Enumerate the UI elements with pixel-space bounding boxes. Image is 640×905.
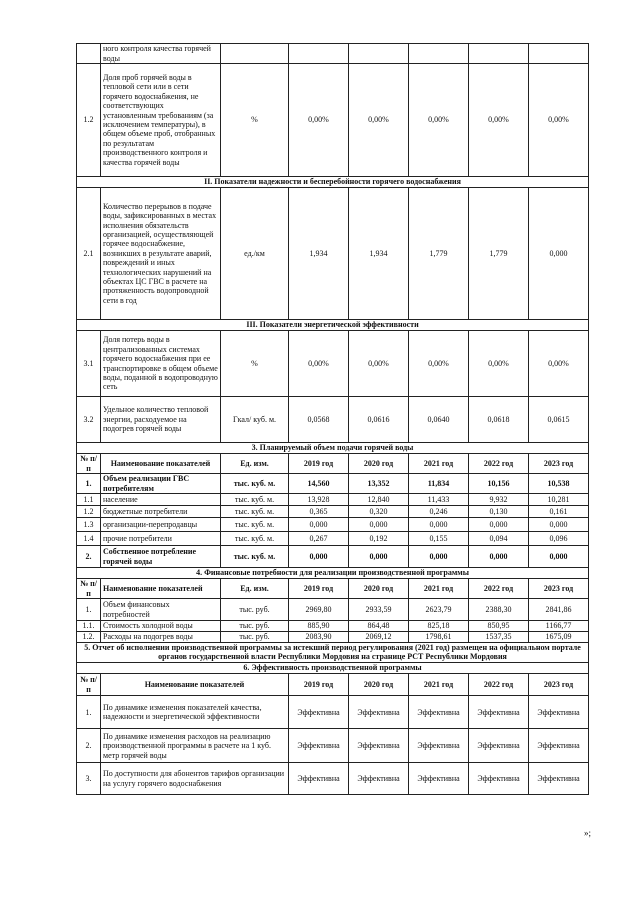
- col-header: № п/п: [77, 674, 101, 696]
- document-sheet: [76, 43, 588, 795]
- value-2023: 2841,86: [529, 599, 589, 621]
- value-2023: Эффективна: [529, 696, 589, 729]
- col-header: 2022 год: [469, 579, 529, 599]
- value-2023: 0,000: [529, 546, 589, 568]
- value-2023: 0,161: [529, 506, 589, 518]
- row-number: 3.1: [77, 331, 101, 397]
- value-2022: Эффективна: [469, 696, 529, 729]
- value-2021: 0,00%: [409, 331, 469, 397]
- value-2021: 2623,79: [409, 599, 469, 621]
- value-2019: Эффективна: [289, 729, 349, 763]
- row-number: 2.: [77, 546, 101, 568]
- table-row: [77, 494, 589, 506]
- value-2023: 0,000: [529, 188, 589, 320]
- col-header: 2019 год: [289, 674, 349, 696]
- table-row: [77, 763, 589, 795]
- col-header: Наименование показателей: [101, 674, 289, 696]
- row-number: 1.: [77, 474, 101, 494]
- table-row: [77, 632, 589, 643]
- col-header: 2021 год: [409, 579, 469, 599]
- indicator-name: Расходы на подогрев воды: [101, 632, 221, 643]
- indicator-name: прочие потребители: [101, 532, 221, 546]
- value-2022: 1537,35: [469, 632, 529, 643]
- unit-cell: Гкал/ куб. м.: [221, 397, 289, 443]
- unit-cell: %: [221, 331, 289, 397]
- section-5-report-note: 5. Отчет об исполнении производственной программы за истекший период регулирования (2021 год) размещен на официальном портале органов государственной власти Республики Мордовия на странице РСТ Республики Мордовия: [77, 643, 589, 663]
- row-number: 1.1.: [77, 621, 101, 632]
- value-2023: 10,538: [529, 474, 589, 494]
- value-2020: 1,934: [349, 188, 409, 320]
- section-2-title: II. Показатели надежности и бесперебойности горячего водоснабжения: [77, 177, 589, 188]
- value-2021: 11,433: [409, 494, 469, 506]
- value-2020: Эффективна: [349, 696, 409, 729]
- value-2019: Эффективна: [289, 696, 349, 729]
- table-row: [77, 621, 589, 632]
- section-6-title: 6. Эффективность производственной программы: [77, 662, 589, 673]
- value-2023: Эффективна: [529, 763, 589, 795]
- value-2023: 1675,09: [529, 632, 589, 643]
- table-row: [77, 44, 589, 64]
- col-header: 2021 год: [409, 454, 469, 474]
- table-row: [77, 546, 589, 568]
- col-header: 2023 год: [529, 454, 589, 474]
- value-2023: 10,281: [529, 494, 589, 506]
- efficiency-table: [76, 674, 589, 796]
- value-2020: 0,192: [349, 532, 409, 546]
- row-number: 1.2.: [77, 632, 101, 643]
- header-row: [77, 579, 589, 599]
- indicator-name: Собственное потребление горячей воды: [101, 546, 221, 568]
- value-2019: 0,365: [289, 506, 349, 518]
- indicator-name: Объем финансовых потребностей: [101, 599, 221, 621]
- table-row: [77, 599, 589, 621]
- row-number: 1.: [77, 599, 101, 621]
- section-heading: [77, 568, 589, 579]
- indicator-name: организации-перепродавцы: [101, 518, 221, 532]
- value-2023: 0,096: [529, 532, 589, 546]
- col-header: 2020 год: [349, 579, 409, 599]
- value-2020: 2069,12: [349, 632, 409, 643]
- value-2021: 0,155: [409, 532, 469, 546]
- indicator-name: По доступности для абонентов тарифов организации на услугу горячего водоснабжения: [101, 763, 289, 795]
- value-2023: Эффективна: [529, 729, 589, 763]
- value-2021: 825,18: [409, 621, 469, 632]
- row-number: 1.3: [77, 518, 101, 532]
- table-row: [77, 729, 589, 763]
- row-number: 1.4: [77, 532, 101, 546]
- value-2020: 0,320: [349, 506, 409, 518]
- value-2019: 14,560: [289, 474, 349, 494]
- value-2021: 0,000: [409, 518, 469, 532]
- table-row: [77, 474, 589, 494]
- value-2020: 0,0616: [349, 397, 409, 443]
- indicators-table: [76, 43, 589, 443]
- value-2021: 1,779: [409, 188, 469, 320]
- col-header: 2020 год: [349, 674, 409, 696]
- section-heading: [77, 443, 589, 454]
- header-row: [77, 454, 589, 474]
- value-2022: 850,95: [469, 621, 529, 632]
- value-2022: 1,779: [469, 188, 529, 320]
- section-title: 3. Планируемый объем подачи горячей воды: [77, 443, 589, 454]
- table-row: [77, 64, 589, 177]
- unit-cell: тыс. куб. м.: [221, 546, 289, 568]
- indicator-name: бюджетные потребители: [101, 506, 221, 518]
- col-header: 2023 год: [529, 674, 589, 696]
- row-number: 1.2: [77, 506, 101, 518]
- value-2022: 0,00%: [469, 331, 529, 397]
- col-header: № п/п: [77, 579, 101, 599]
- value-2021: 0,00%: [409, 64, 469, 177]
- value-2021: 0,246: [409, 506, 469, 518]
- indicator-name: По динамике изменения расходов на реализацию производственной программы в расчете на 1 куб. метр горячей воды: [101, 729, 289, 763]
- row-number: 3.: [77, 763, 101, 795]
- value-2022: 0,00%: [469, 64, 529, 177]
- value-2021: Эффективна: [409, 729, 469, 763]
- value-2019: 2083,90: [289, 632, 349, 643]
- value-2020: 0,00%: [349, 331, 409, 397]
- row-number: 1.: [77, 696, 101, 729]
- col-header: Наименование показателей: [101, 579, 221, 599]
- unit-cell: тыс. куб. м.: [221, 494, 289, 506]
- value-2023: 0,000: [529, 518, 589, 532]
- col-header: Наименование показателей: [101, 454, 221, 474]
- table-row: [77, 518, 589, 532]
- indicator-name: По динамике изменения показателей качества, надежности и энергетической эффективности: [101, 696, 289, 729]
- value-2019: 1,934: [289, 188, 349, 320]
- value-2019: Эффективна: [289, 763, 349, 795]
- row-continuation-text: ного контроля качества горячей воды: [101, 44, 221, 64]
- section-heading: [77, 320, 589, 331]
- value-2022: 0,130: [469, 506, 529, 518]
- section-heading: [77, 177, 589, 188]
- col-header: 2022 год: [469, 454, 529, 474]
- value-2022: 0,094: [469, 532, 529, 546]
- unit-cell: тыс. руб.: [221, 632, 289, 643]
- value-2019: 0,000: [289, 518, 349, 532]
- indicator-name: Удельное количество тепловой энергии, расходуемое на подогрев горячей воды: [101, 397, 221, 443]
- unit-cell: тыс. куб. м.: [221, 474, 289, 494]
- indicator-name: население: [101, 494, 221, 506]
- col-header: 2019 год: [289, 579, 349, 599]
- value-2023: 0,0615: [529, 397, 589, 443]
- value-2019: 0,00%: [289, 64, 349, 177]
- unit-cell: ед./км: [221, 188, 289, 320]
- row-number: 1.2: [77, 64, 101, 177]
- value-2023: 1166,77: [529, 621, 589, 632]
- value-2022: Эффективна: [469, 763, 529, 795]
- value-2020: Эффективна: [349, 729, 409, 763]
- table-row: [77, 331, 589, 397]
- value-2021: 1798,61: [409, 632, 469, 643]
- col-header: Ед. изм.: [221, 579, 289, 599]
- value-2020: 2933,59: [349, 599, 409, 621]
- value-2019: 0,267: [289, 532, 349, 546]
- section-heading: [77, 643, 589, 663]
- unit-cell: тыс. руб.: [221, 599, 289, 621]
- value-2022: 2388,30: [469, 599, 529, 621]
- value-2022: 10,156: [469, 474, 529, 494]
- header-row: [77, 674, 589, 696]
- unit-cell: тыс. куб. м.: [221, 506, 289, 518]
- value-2019: 885,90: [289, 621, 349, 632]
- col-header: 2021 год: [409, 674, 469, 696]
- indicator-name: Количество перерывов в подаче воды, зафиксированных в местах исполнения обязательств организацией, осуществляющей горячее водоснабжение, возникших в результате аварий, повреждений и иных технологических нарушений на объектах ЦС ГВС в расчете на протяженность водопроводной сети в год: [101, 188, 221, 320]
- row-number: 1.1: [77, 494, 101, 506]
- indicator-name: Стоимость холодной воды: [101, 621, 221, 632]
- table-row: [77, 532, 589, 546]
- value-2019: 0,000: [289, 546, 349, 568]
- section-title: 4. Финансовые потребности для реализации производственной программы: [77, 568, 589, 579]
- row-number: 2.1: [77, 188, 101, 320]
- indicator-name: Доля проб горячей воды в тепловой сети или в сети горячего водоснабжения, не соответствующих установленным требованиям (за исключением температуры), в общем объеме проб, отобранных по результатам производственного контроля и качества горячей воды: [101, 64, 221, 177]
- col-header: 2019 год: [289, 454, 349, 474]
- col-header: 2020 год: [349, 454, 409, 474]
- col-header: Ед. изм.: [221, 454, 289, 474]
- row-number: 3.2: [77, 397, 101, 443]
- indicator-name: Доля потерь воды в централизованных системах горячего водоснабжения при ее транспортировке в общем объеме воды, поданной в водопроводную сеть: [101, 331, 221, 397]
- table-row: [77, 188, 589, 320]
- value-2021: 0,0640: [409, 397, 469, 443]
- value-2022: 0,0618: [469, 397, 529, 443]
- supply-volume-table: [76, 443, 589, 568]
- table-row: [77, 506, 589, 518]
- row-number: 2.: [77, 729, 101, 763]
- value-2020: 13,352: [349, 474, 409, 494]
- value-2019: 2969,80: [289, 599, 349, 621]
- value-2022: Эффективна: [469, 729, 529, 763]
- value-2020: 864,48: [349, 621, 409, 632]
- value-2023: 0,00%: [529, 331, 589, 397]
- value-2022: 9,932: [469, 494, 529, 506]
- unit-cell: %: [221, 64, 289, 177]
- value-2021: 11,834: [409, 474, 469, 494]
- value-2022: 0,000: [469, 546, 529, 568]
- value-2021: Эффективна: [409, 763, 469, 795]
- value-2019: 13,928: [289, 494, 349, 506]
- value-2019: 0,0568: [289, 397, 349, 443]
- financial-needs-table: [76, 568, 589, 674]
- value-2020: 0,000: [349, 518, 409, 532]
- value-2021: 0,000: [409, 546, 469, 568]
- value-2021: Эффективна: [409, 696, 469, 729]
- indicator-name: Объем реализации ГВС потребителям: [101, 474, 221, 494]
- value-2019: 0,00%: [289, 331, 349, 397]
- unit-cell: тыс. куб. м.: [221, 532, 289, 546]
- col-header: 2023 год: [529, 579, 589, 599]
- col-header: 2022 год: [469, 674, 529, 696]
- value-2020: 0,000: [349, 546, 409, 568]
- unit-cell: тыс. куб. м.: [221, 518, 289, 532]
- section-3-title: III. Показатели энергетической эффективности: [77, 320, 589, 331]
- value-2020: Эффективна: [349, 763, 409, 795]
- value-2020: 0,00%: [349, 64, 409, 177]
- col-header: № п/п: [77, 454, 101, 474]
- table-row: [77, 397, 589, 443]
- value-2022: 0,000: [469, 518, 529, 532]
- value-2023: 0,00%: [529, 64, 589, 177]
- table-row: [77, 696, 589, 729]
- closing-quote-mark: »;: [584, 828, 592, 838]
- value-2020: 12,840: [349, 494, 409, 506]
- unit-cell: тыс. руб.: [221, 621, 289, 632]
- section-heading: [77, 662, 589, 673]
